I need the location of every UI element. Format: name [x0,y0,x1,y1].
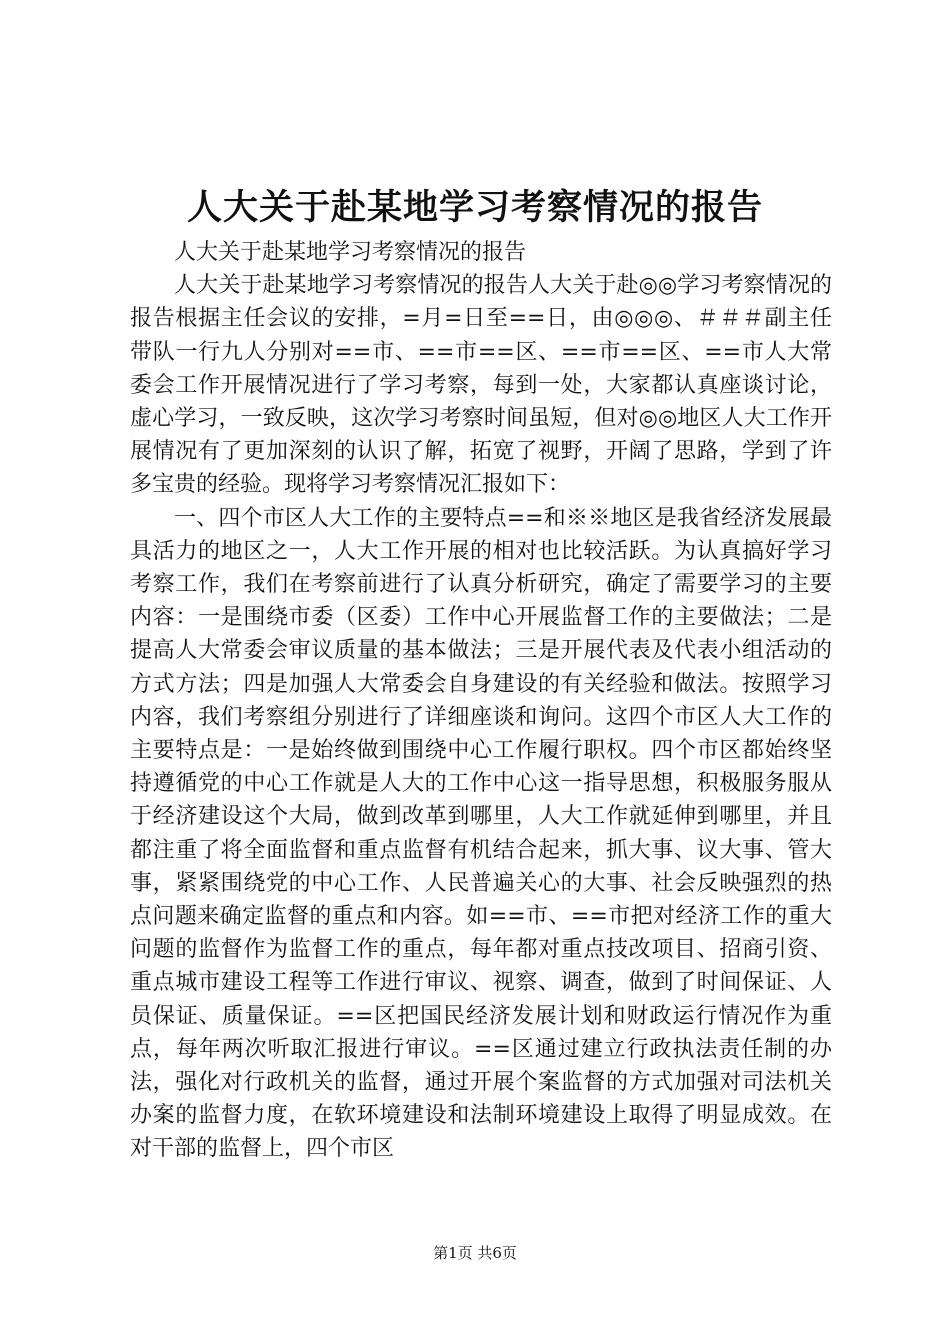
page-footer: 第1页 共6页 [433,1244,517,1262]
body-paragraph-intro: 人大关于赴某地学习考察情况的报告人大关于赴◎◎学习考察情况的报告根据主任会议的安排，=月=日至==日，由◎◎◎、＃＃＃副主任带队一行九人分别对==市、==市==区、==市==区、==市人大常委会工作开展情况进行了学习考察，每到一处，大家都认真座谈讨论，虚心学习，一致反映，这次学习考察时间虽短，但对◎◎地区人大工作开展情况有了更加深刻的认识了解，拓宽了视野，开阔了思路，学到了许多宝贵的经验。现将学习考察情况汇报如下： [130,273,832,498]
document-body [130,236,832,1166]
document-title: 人大关于赴某地学习考察情况的报告 [186,187,763,228]
body-paragraph-subtitle: 人大关于赴某地学习考察情况的报告 [174,240,527,265]
body-paragraph-section-one: 一、四个市区人大工作的主要特点==和※※地区是我省经济发展最具活力的地区之一，人大工作开展的相对也比较活跃。为认真搞好学习考察工作，我们在考察前进行了认真分析研究，确定了需要学习的主要内容：一是围绕市委（区委）工作中心开展监督工作的主要做法；二是提高人大常委会审议质量的基本做法；三是开展代表及代表小组活动的方式方法；四是加强人大常委会自身建设的有关经验和做法。按照学习内容，我们考察组分别进行了详细座谈和询问。这四个市区人大工作的主要特点是：一是始终做到围绕中心工作履行职权。四个市区都始终坚持遵循党的中心工作就是人大的工作中心这一指导思想，积极服务服从于经济建设这个大局，做到改革到哪里，人大工作就延伸到哪里，并且都注重了将全面监督和重点监督有机结合起来，抓大事、议大事、管大事，紧紧围绕党的中心工作、人民普遍关心的大事、社会反映强烈的热点问题来确定监督的重点和内容。如==市、==市把对经济工作的重大问题的监督作为监督工作的重点，每年都对重点技改项目、招商引资、重点城市建设工程等工作进行审议、视察、调查，做到了时间保证、人员保证、质量保证。==区把国民经济发展计划和财政运行情况作为重点，每年两次听取汇报进行审议。==区通过建立行政执法责任制的办法，强化对行政机关的监督，通过开展个案监督的方式加强对司法机关办案的监督力度，在软环境建设和法制环境建设上取得了明显成效。在对干部的监督上，四个市区 [130,505,832,1162]
